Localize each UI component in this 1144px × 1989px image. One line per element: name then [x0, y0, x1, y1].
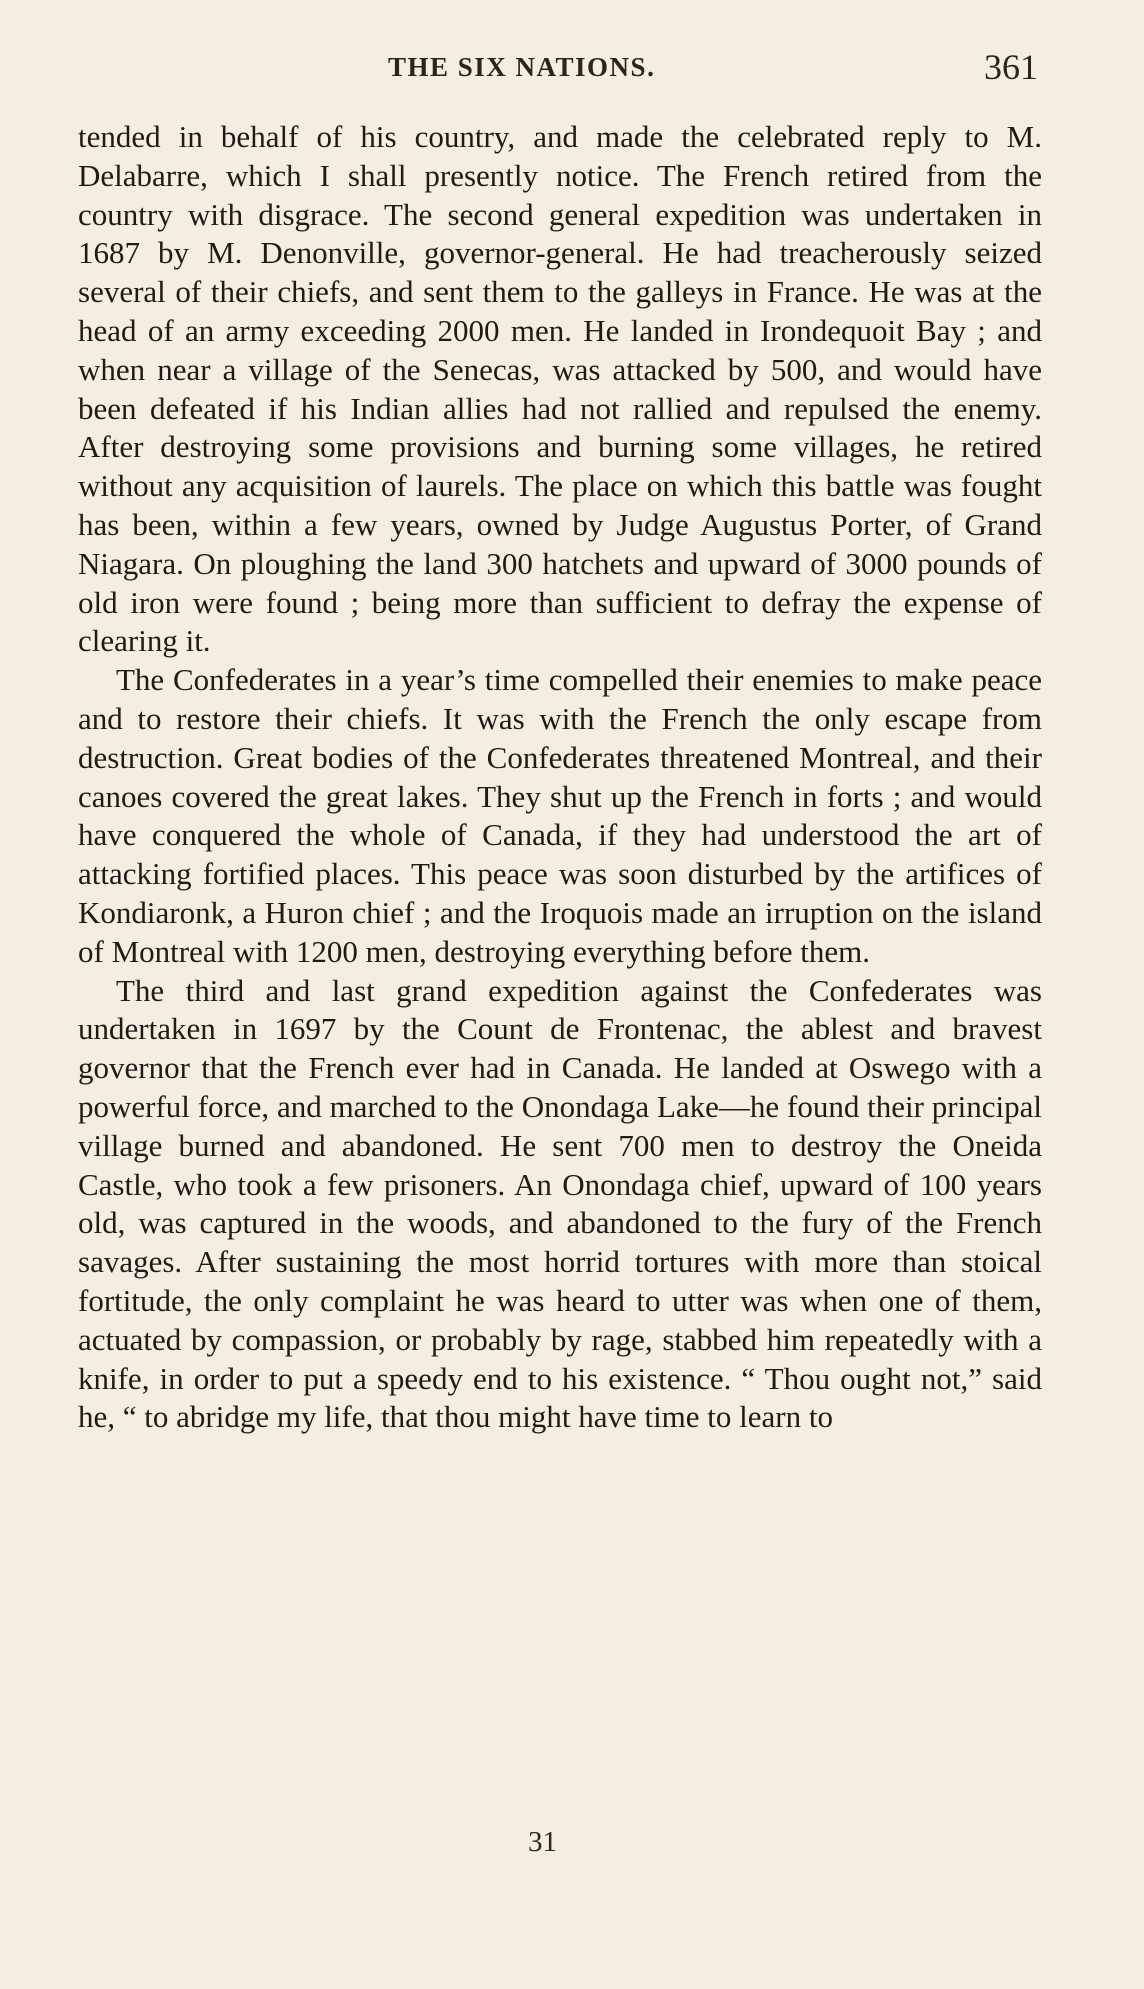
paragraph: The third and last grand expedition against the Confederates was undertaken in 1697 by the Count de Frontenac, the ablest and bravest governor that the French ever had in Canada. He landed at Oswego with a powerful force, and marched to the Onondaga Lake—he found their principal village burned and abandoned. He sent 700 men to destroy the Oneida Castle, who took a few prisoners. An Onondaga chief, upward of 100 years old, was captured in the woods, and abandoned to the fury of the French savages. After sustaining the most horrid tortures with more than stoical fortitude, the only complaint he was heard to utter was when one of them, actuated by compassion, or probably by rage, stabbed him repeatedly with a knife, in order to put a speedy end to his existence. “ Thou ought not,” said he, “ to abridge my life, that thou might have time to learn to: [78, 972, 1042, 1435]
paragraph: The Confederates in a year’s time compelled their enemies to make peace and to restore their chiefs. It was with the French the only escape from destruction. Great bodies of the Confederates threatened Montreal, and their canoes covered the great lakes. They shut up the French in forts ; and would have conquered the whole of Canada, if they had understood the art of attacking fortified places. This peace was soon disturbed by the artifices of Kondiaronk, a Huron chief ; and the Iroquois made an irruption on the island of Montreal with 1200 men, destroying everything before them.: [78, 662, 1042, 969]
paragraph: tended in behalf of his country, and made the celebrated reply to M. Delabarre, which I shall presently notice. The French retired from the country with disgrace. The second general expedition was undertaken in 1687 by M. Denonville, governor-general. He had treacherously seized several of their chiefs, and sent them to the galleys in France. He was at the head of an army exceeding 2000 men. He landed in Irondequoit Bay ; and when near a village of the Senecas, was attacked by 500, and would have been defeated if his Indian allies had not rallied and repulsed the enemy. After destroying some provisions and burning some villages, he retired without any acquisition of laurels. The place on which this battle was fought has been, within a few years, owned by Judge Augustus Porter, of Grand Niagara. On ploughing the land 300 hatchets and upward of 3000 pounds of old iron were found ; being more than sufficient to defray the expense of clearing it.: [78, 119, 1042, 659]
page-number: 361: [984, 47, 1038, 87]
running-head: THE SIX NATIONS.: [388, 52, 656, 82]
page-header: [78, 46, 1038, 96]
signature-mark: 31: [528, 1826, 557, 1858]
body-text: [78, 118, 1042, 1437]
